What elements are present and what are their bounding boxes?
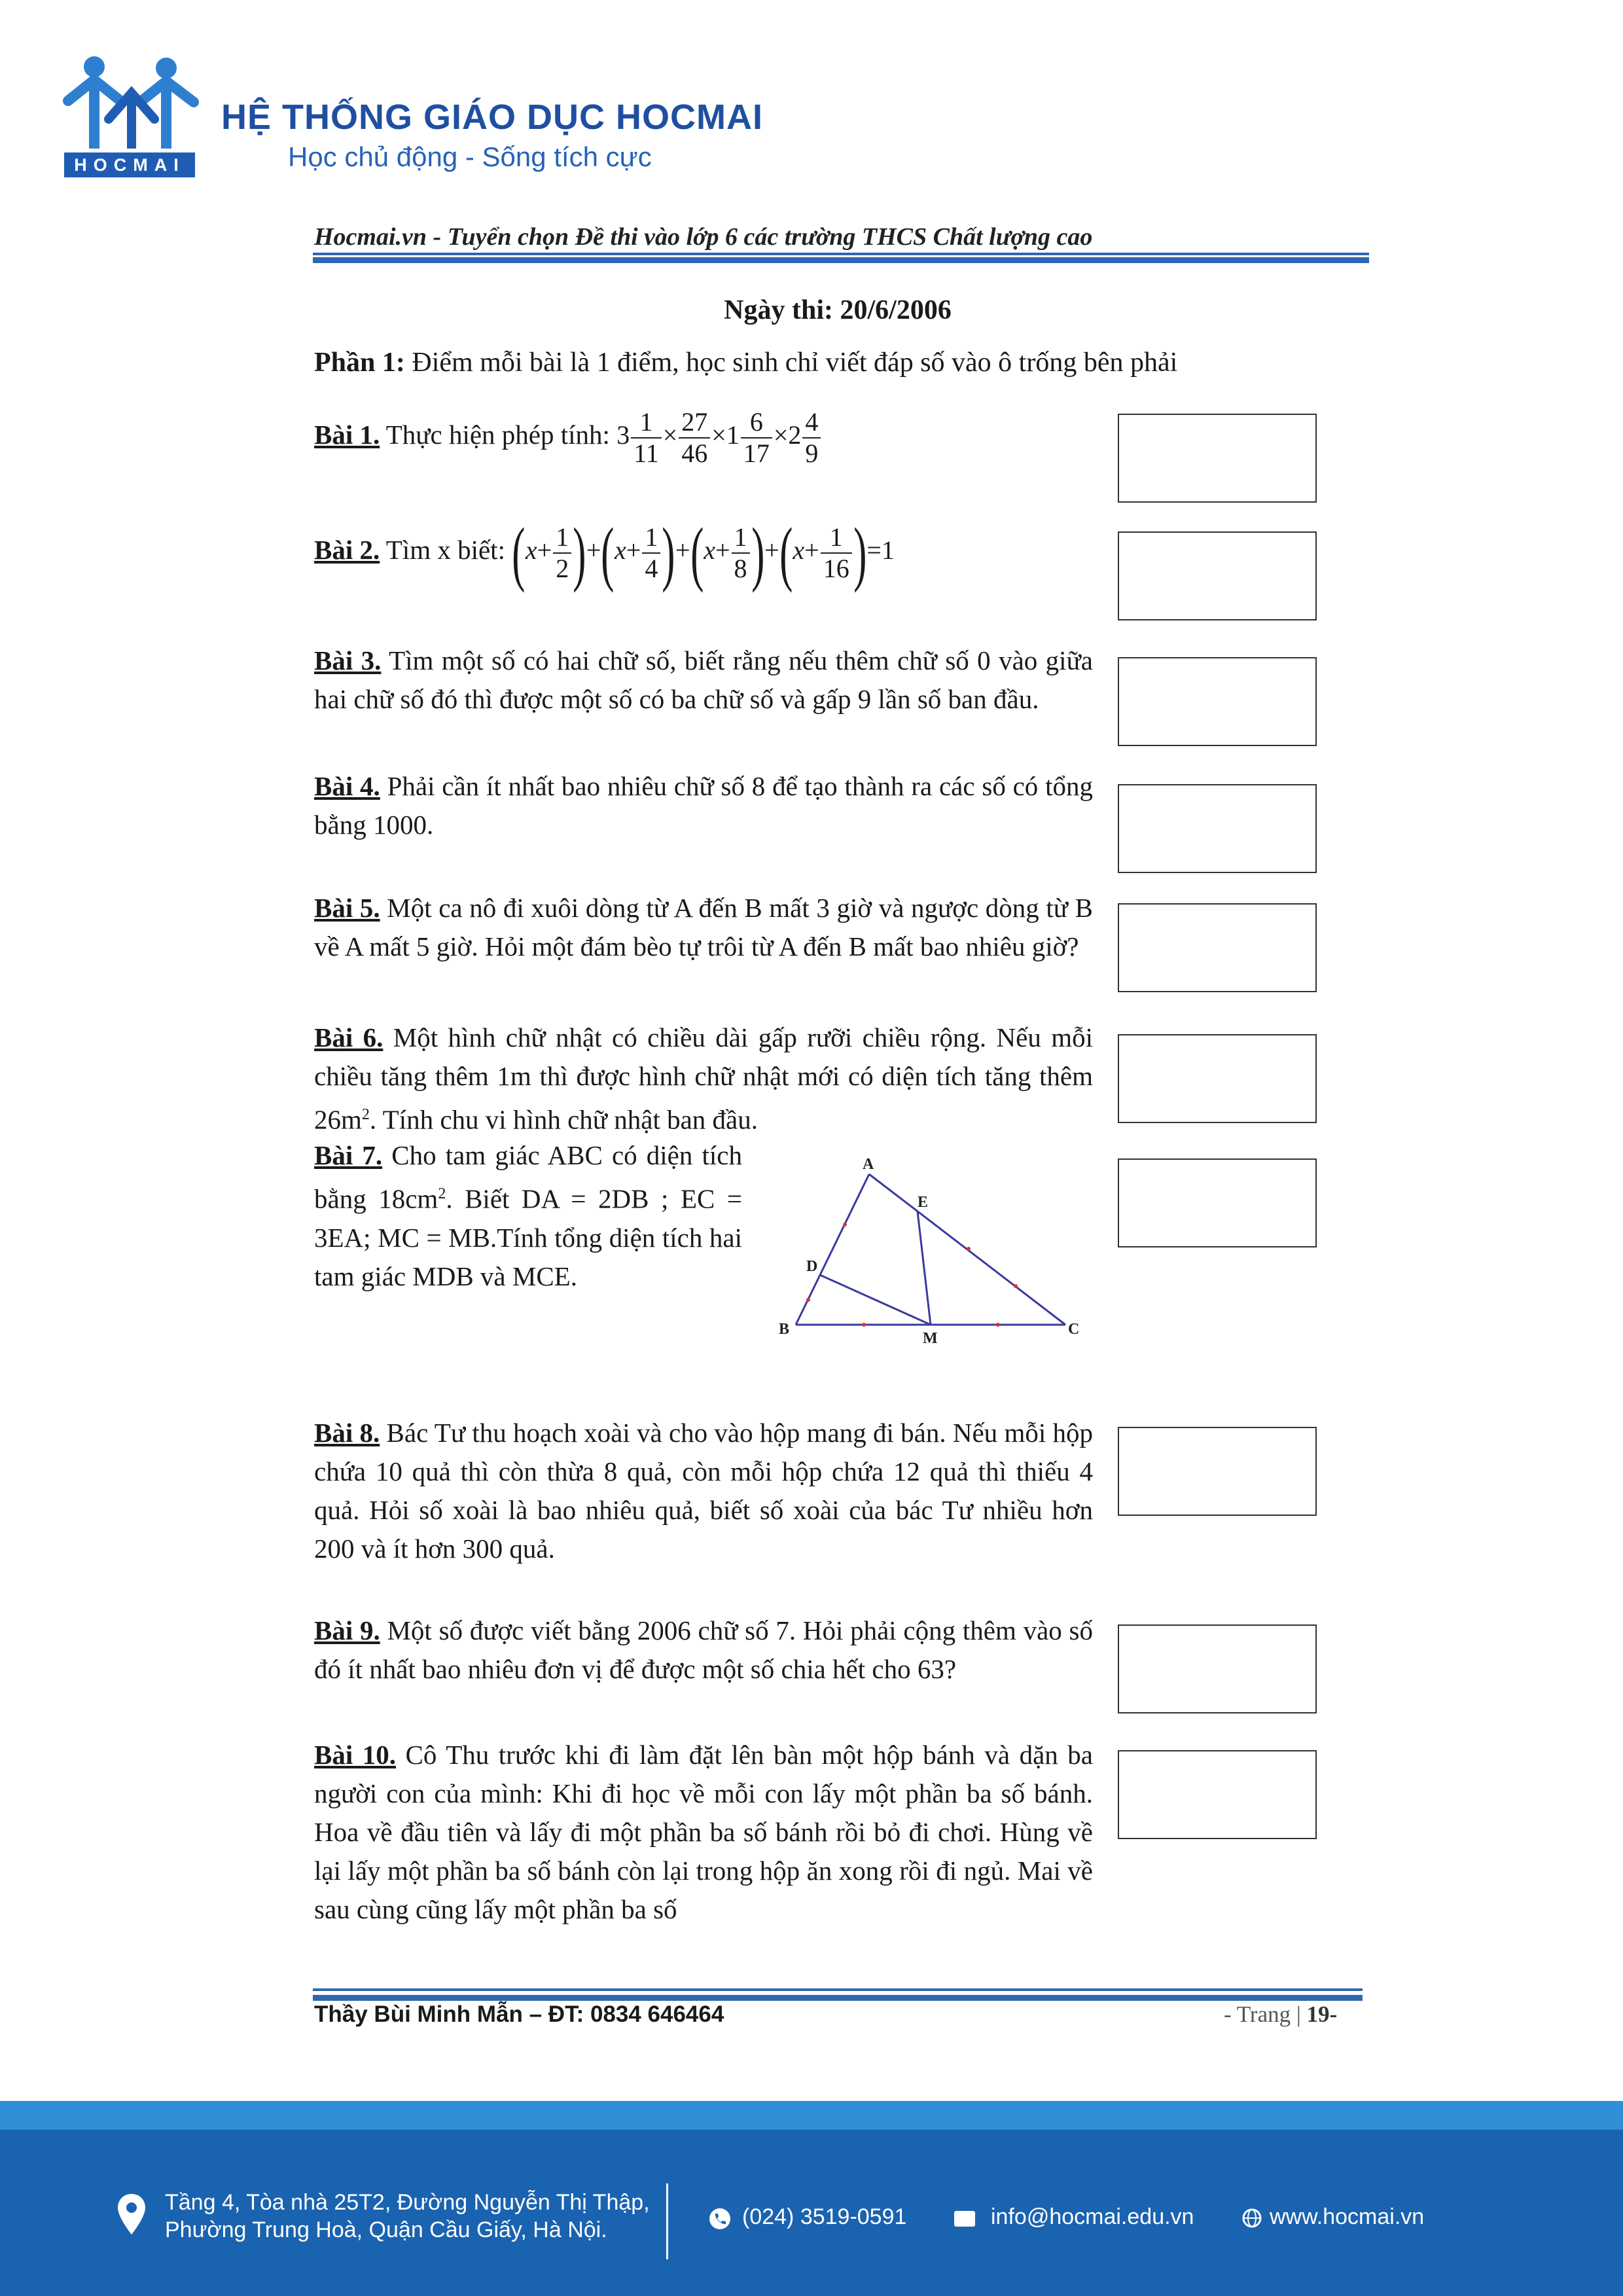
header-rule-thick — [313, 257, 1369, 263]
answer-box-10[interactable] — [1118, 1750, 1317, 1839]
problem-8 — [314, 1414, 1093, 1568]
problem-4-label: Bài 4. — [314, 771, 380, 801]
phone-number[interactable]: (024) 3519-0591 — [742, 2204, 907, 2229]
logo-wordmark: HOCMAI — [64, 152, 195, 177]
problem-7-text-end: . Biết DA = 2DB ; EC = 3EA; MC = MB.Tính tổng diện tích hai tam giác MDB và MCE. — [314, 1183, 742, 1291]
problem-6-text: Một hình chữ nhật có chiều dài gấp rưỡi chiều rộng. Nếu mỗi chiều tăng thêm 1m thì được hình chữ nhật mới có diện tích tăng thêm 26m — [314, 1022, 1093, 1135]
problem-2-text: Tìm x biết: — [380, 535, 512, 565]
problem-6-text-end: . Tính chu vi hình chữ nhật ban đầu. — [369, 1104, 758, 1135]
address-line-1: Tầng 4, Tòa nhà 25T2, Đường Nguyễn Thị Thập, — [165, 2190, 650, 2215]
contact-divider — [666, 2183, 668, 2259]
problem-5-label: Bài 5. — [314, 893, 380, 923]
problem-7-sup: 2 — [438, 1185, 446, 1202]
header-rule — [313, 253, 1369, 255]
problem-9-label: Bài 9. — [314, 1615, 380, 1645]
problem-4-text: Phải cần ít nhất bao nhiêu chữ số 8 để tạo thành ra các số có tổng bằng 1000. — [314, 771, 1093, 840]
label-C: C — [1068, 1321, 1080, 1338]
problem-6-label: Bài 6. — [314, 1022, 383, 1052]
problem-2 — [314, 513, 1093, 593]
label-E: E — [918, 1194, 929, 1211]
label-D: D — [806, 1258, 818, 1275]
problem-8-text: Bác Tư thu hoạch xoài và cho vào hộp mang đi bán. Nếu mỗi hộp chứa 10 quả thì còn thừa 8 quả, còn mỗi hộp chứa 12 quả thì thiếu 4 quả. Hỏi số xoài là bao nhiêu quả, biết số xoài của bác Tư nhiều hơn 200 và ít hơn 300 quả. — [314, 1418, 1093, 1564]
label-A: A — [863, 1156, 874, 1173]
answer-box-1[interactable] — [1118, 414, 1317, 503]
triangle-figure — [772, 1149, 1086, 1346]
exam-date: Ngày thi: 20/6/2006 — [724, 295, 952, 325]
hocmai-logo-icon — [63, 54, 200, 152]
problem-6 — [314, 1018, 1093, 1139]
problem-7-text: Cho tam giác ABC có diện tích bằng 18cm — [314, 1140, 742, 1214]
problem-10-text: Cô Thu trước khi đi làm đặt lên bàn một hộp bánh và dặn ba người con của mình: Khi đi học về mỗi con lấy một phần ba số bánh. Hoa về đầu tiên và lấy đi một phần ba số bánh rồi bỏ đi chơi. Hùng về lại lấy một phần ba số bánh còn lại trong hộp ăn xong rồi đi ngủ. Mai về sau cùng cũng lấy một phần ba số — [314, 1740, 1093, 1924]
problem-1 — [314, 407, 1093, 469]
problem-9 — [314, 1611, 1093, 1689]
answer-box-8[interactable] — [1118, 1427, 1317, 1516]
part1-label: Phần 1: — [314, 348, 405, 378]
problem-8-label: Bài 8. — [314, 1418, 380, 1448]
address-line-2: Phường Trung Hoà, Quận Cầu Giấy, Hà Nội. — [165, 2217, 607, 2242]
answer-box-9[interactable] — [1118, 1624, 1317, 1713]
problem-2-equation: (x+ $\frac{1}{2}$ )+(x+ $\frac{1}{4}$ )+(x+ $\frac{1}{8}$ )+(x+ $\frac{1}{16}$ )=1 — [512, 513, 895, 593]
page-number: - Trang | 19- — [1224, 2001, 1338, 2027]
answer-box-6[interactable] — [1118, 1034, 1317, 1123]
problem-3-text: Tìm một số có hai chữ số, biết rằng nếu thêm chữ số 0 vào giữa hai chữ số đó thì được một số có ba chữ số và gấp 9 lần số ban đầu. — [314, 645, 1093, 714]
problem-10 — [314, 1736, 1093, 1929]
part1-text: Điểm mỗi bài là 1 điểm, học sinh chỉ viết đáp số vào ô trống bên phải — [404, 348, 1178, 378]
running-header: Hocmai.vn - Tuyển chọn Đề thi vào lớp 6 các trường THCS Chất lượng cao — [314, 223, 1093, 251]
problem-1-label: Bài 1. — [314, 420, 380, 450]
problem-3-label: Bài 3. — [314, 645, 382, 675]
problem-7-label: Bài 7. — [314, 1140, 383, 1170]
problem-7 — [314, 1136, 742, 1296]
answer-box-3[interactable] — [1118, 657, 1317, 746]
label-M: M — [923, 1330, 938, 1346]
problem-10-label: Bài 10. — [314, 1740, 397, 1770]
email-link[interactable]: info@hocmai.edu.vn — [991, 2204, 1194, 2229]
footer-band-accent — [0, 2101, 1623, 2130]
footer-rule-thick — [313, 1995, 1363, 2001]
part1-instructions — [314, 347, 1177, 378]
answer-box-7[interactable] — [1118, 1158, 1317, 1247]
brand-title: HỆ THỐNG GIÁO DỤC HOCMAI — [221, 98, 763, 137]
globe-icon — [1242, 2208, 1262, 2228]
problem-5 — [314, 889, 1093, 966]
phone-icon — [708, 2207, 732, 2231]
location-pin-icon — [116, 2193, 147, 2236]
problem-4 — [314, 767, 1093, 844]
problem-9-text: Một số được viết bằng 2006 chữ số 7. Hỏi phải cộng thêm vào số đó ít nhất bao nhiêu đơn vị để được một số chia hết cho 63? — [314, 1615, 1093, 1684]
label-B: B — [779, 1321, 790, 1338]
problem-5-text: Một ca nô đi xuôi dòng từ A đến B mất 3 giờ và ngược dòng từ B về A mất 5 giờ. Hỏi một đám bèo tự trôi từ A đến B mất bao nhiêu giờ? — [314, 893, 1093, 961]
problem-6-sup: 2 — [361, 1106, 370, 1123]
website-link[interactable]: www.hocmai.vn — [1270, 2204, 1425, 2229]
brand-slogan: Học chủ động - Sống tích cực — [288, 141, 652, 172]
problem-3 — [314, 641, 1093, 719]
answer-box-4[interactable] — [1118, 784, 1317, 873]
email-icon — [954, 2211, 975, 2227]
answer-box-2[interactable] — [1118, 531, 1317, 620]
footer-author: Thầy Bùi Minh Mẫn – ĐT: 0834 646464 — [314, 2001, 724, 2027]
answer-box-5[interactable] — [1118, 903, 1317, 992]
problem-1-text: Thực hiện phép tính: — [380, 420, 617, 450]
problem-1-expression: 3 $\frac{1}{11}$ × $\frac{27}{46}$ ×1 $\frac{6}{17}$ ×2 $\frac{4}{9}$ — [616, 420, 822, 450]
problem-2-label: Bài 2. — [314, 535, 380, 565]
footer-rule — [313, 1988, 1363, 1991]
